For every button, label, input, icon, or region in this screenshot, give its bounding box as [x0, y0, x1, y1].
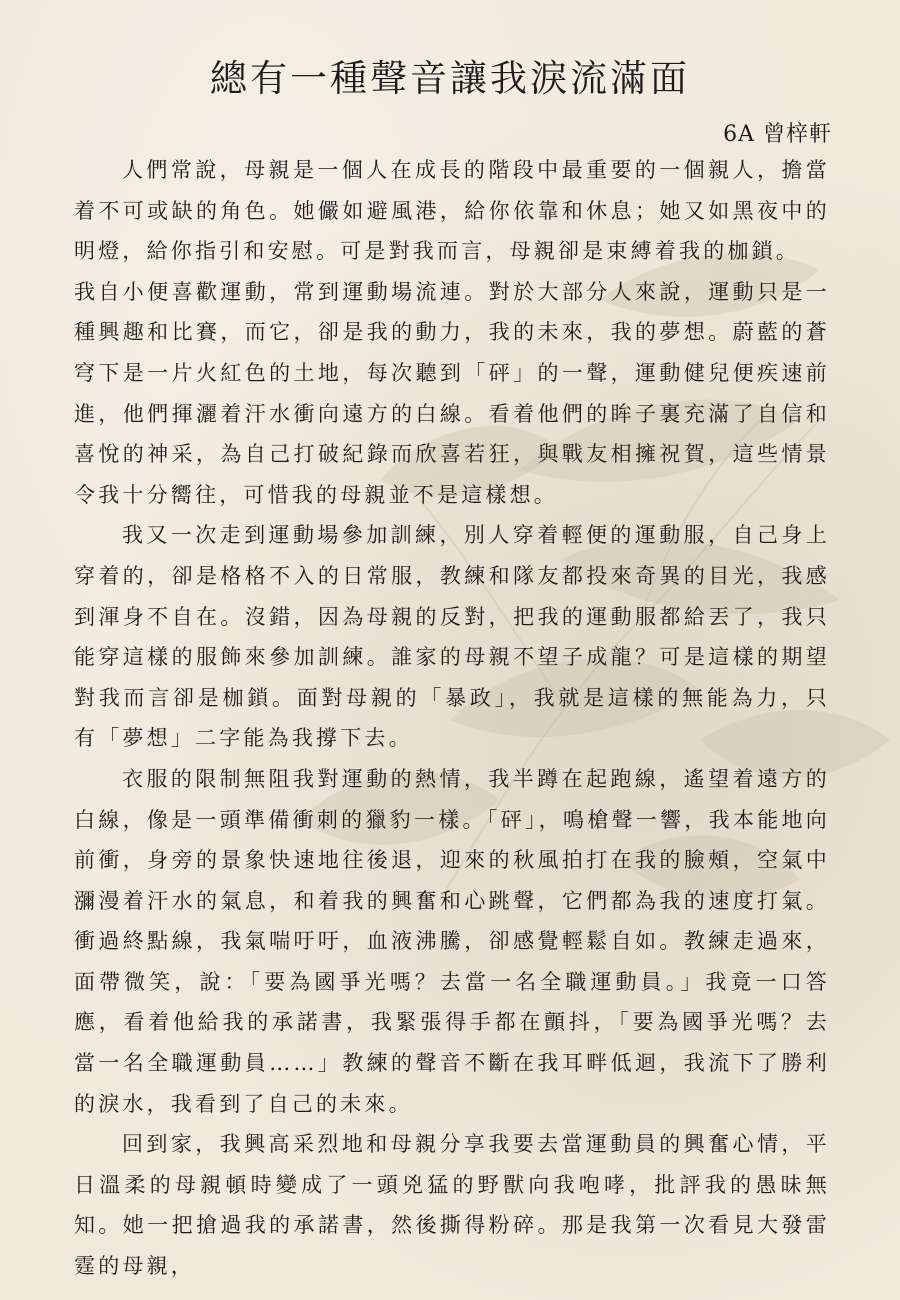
paragraph-1: 人們常說，母親是一個人在成長的階段中最重要的一個親人，擔當着不可或缺的角色。她儼如避風港，給你依靠和休息；她又如黑夜中的明燈，給你指引和安慰。可是對我而言，母親卻是束縛着我的枷鎖。	[74, 158, 830, 264]
author-byline: 6A 曾梓軒	[723, 122, 832, 147]
essay-title: 總有一種聲音讓我淚流滿面	[210, 57, 690, 100]
paragraph-3: 我又一次走到運動場參加訓練，別人穿着輕便的運動服，自己身上穿着的，卻是格格不入的日常服，教練和隊友都投來奇異的目光，我感到渾身不自在。沒錯，因為母親的反對，把我的運動服都給丟了，我只能穿這樣的服飾來參加訓練。誰家的母親不望子成龍？可是這樣的期望對我而言卻是枷鎖。面對母親的「暴政」，我就是這樣的無能為力，只有「夢想」二字能為我撐下去。	[74, 523, 830, 751]
essay-body	[74, 150, 830, 1287]
paragraph-5: 回到家，我興高采烈地和母親分享我要去當運動員的興奮心情，平日溫柔的母親頓時變成了一頭兇猛的野獸向我咆哮，批評我的愚昧無知。她一把搶過我的承諾書，然後撕得粉碎。那是我第一次看見大發雷霆的母親，	[74, 1132, 830, 1279]
paragraph-2: 我自小便喜歡運動，常到運動場流連。對於大部分人來說，運動只是一種興趣和比賽，而它，卻是我的動力，我的未來，我的夢想。蔚藍的蒼穹下是一片火紅色的土地，每次聽到「砰」的一聲，運動健兒便疾速前進，他們揮灑着汗水衝向遠方的白線。看着他們的眸子裏充滿了自信和喜悅的神采，為自己打破紀錄而欣喜若狂，與戰友相擁祝賀，這些情景令我十分嚮往，可惜我的母親並不是這樣想。	[74, 279, 830, 507]
paragraph-4: 衣服的限制無阻我對運動的熱情，我半蹲在起跑線，遙望着遠方的白線，像是一頭準備衝刺的獵豹一樣。「砰」，鳴槍聲一響，我本能地向前衝，身旁的景象快速地往後退，迎來的秋風拍打在我的臉頰，空氣中瀰漫着汗水的氣息，和着我的興奮和心跳聲，它們都為我的速度打氣。衝過終點線，我氣喘吁吁，血液沸騰，卻感覺輕鬆自如。教練走過來，面帶微笑，說：「要為國爭光嗎？去當一名全職運動員。」我竟一口答應，看着他給我的承諾書，我緊張得手都在顫抖，「要為國爭光嗎？去當一名全職運動員……」教練的聲音不斷在我耳畔低迴，我流下了勝利的淚水，我看到了自己的未來。	[74, 766, 830, 1116]
